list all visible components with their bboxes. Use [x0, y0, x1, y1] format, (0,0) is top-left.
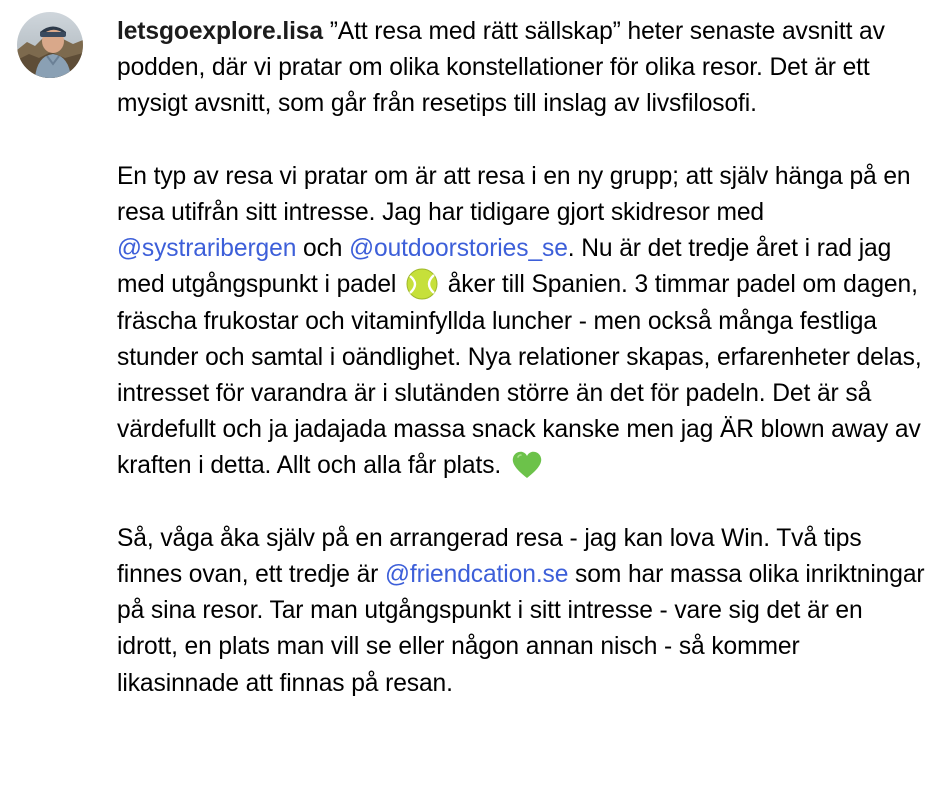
- caption-paragraph: [117, 14, 925, 123]
- caption-paragraph: [117, 159, 925, 485]
- caption-text: . Nu är det tredje året i rad jag med utgångspunkt i padel: [117, 235, 892, 299]
- caption-text: som har massa olika inriktningar på sina resor. Tar man utgångspunkt i sitt intresse - vare sig det är en idrott, en plats man vill se eller någon annan nisch - så kommer likasinnade att finnas på resan.: [117, 561, 925, 697]
- green-heart-icon: [510, 448, 544, 482]
- mention-link[interactable]: @outdoorstories_se: [349, 235, 568, 263]
- caption-text: Så, våga åka själv på en arrangerad resa - jag kan lova Win. Två tips finnes ovan, ett tredje är: [117, 524, 862, 589]
- mention-link[interactable]: @friendcation.se: [385, 561, 569, 589]
- caption-text: och: [296, 235, 350, 263]
- avatar[interactable]: [17, 12, 83, 78]
- username-link[interactable]: letsgoexplore.lisa: [117, 18, 323, 45]
- caption-text: åker till Spanien. 3 timmar padel om dagen, fräscha frukostar och vitaminfyllda luncher - men också många festliga stunder och samtal i oändlighet. Nya relationer skapas, erfarenheter delas, intresset för varandra är i slutänden större än det för padeln. Det är så värdefullt och ja jadajada massa snack kanske men jag ÄR blown away av kraften i detta. Allt och alla får plats.: [117, 271, 922, 480]
- mention-link[interactable]: @systraribergen: [117, 235, 297, 263]
- caption-paragraph: [117, 521, 925, 702]
- caption-text: ”Att resa med rätt sällskap” heter senaste avsnitt av podden, där vi pratar om olika konstellationer för olika resor. Det är ett mysigt avsnitt, som går från resetips till inslag av livsfilosofi.: [117, 18, 885, 118]
- caption-text: En typ av resa vi pratar om är att resa i en ny grupp; att själv hänga på en resa utifrån sitt intresse. Jag har tidigare gjort skidresor med: [117, 162, 911, 226]
- post-caption: [117, 14, 925, 702]
- avatar-photo-icon: [17, 12, 83, 78]
- tennis-ball-icon: [405, 267, 439, 301]
